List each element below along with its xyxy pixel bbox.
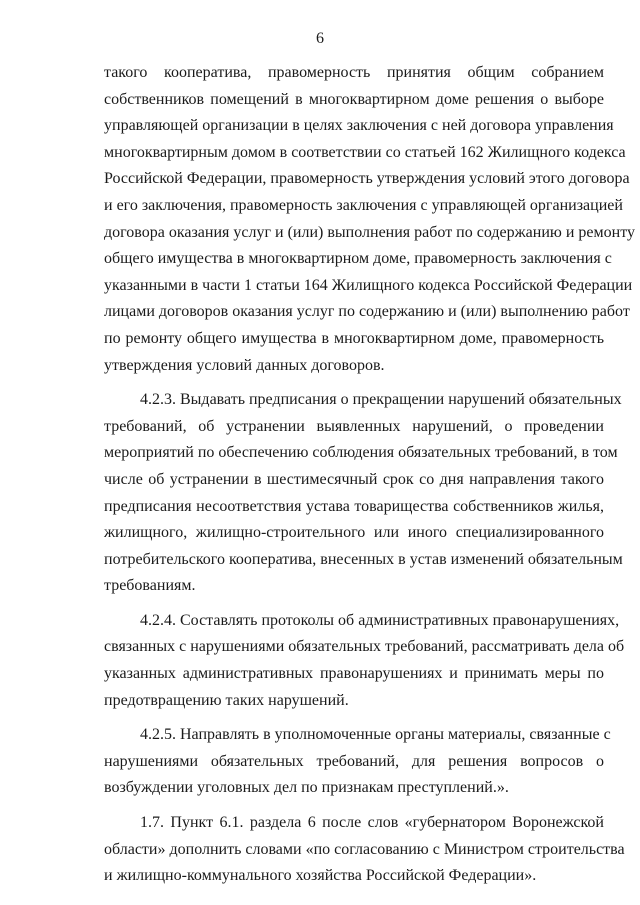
paragraph-gap [104,714,604,722]
text-line: возбуждении уголовных дел по признакам преступлений.». [104,779,509,797]
text-line: нарушениями обязательных требований, для решения вопросов о [104,752,604,770]
text-line: такого кооператива, правомерность принятия общим собранием [104,64,604,81]
text-line: требований, об устранении выявленных нарушений, о проведении [104,417,604,435]
text-line: области» дополнить словами «по согласованию с Министром строительства [104,840,625,858]
text-line: договора оказания услуг и (или) выполнения работ по содержанию и ремонту [104,223,635,241]
text-line: по ремонту общего имущества в многоквартирном доме, правомерность [104,329,604,347]
paragraph-gap [104,379,604,387]
text-line: требованиям. [104,577,196,595]
paragraph-4-2-5 [104,722,611,802]
paragraph-gap [104,600,604,608]
text-line: связанных с нарушениями обязательных требований, рассматривать дела об [104,638,625,656]
text-line: 4.2.3. Выдавать предписания о прекращении нарушений обязательных [140,391,622,409]
paragraph-4-2-4 [104,608,625,714]
text-line: потребительского кооператива, внесенных в устав изменений обязательным [104,550,623,568]
text-line: и жилищно-коммунального хозяйства Российской Федерации». [104,867,537,885]
text-line: жилищного, жилищно-строительного или иного специализированного [104,524,604,542]
text-line: предписания несоответствия устава товарищества собственников жилья, [104,497,604,515]
text-line: числе об устранении в шестимесячный срок со дня направления такого [104,470,604,488]
paragraph-4-2-3 [104,387,623,600]
text-line: 4.2.5. Направлять в уполномоченные органы материалы, связанные с [140,726,611,744]
text-line: Российской Федерации, правомерность утверждения условий этого договора [104,170,630,188]
paragraph-gap [104,802,604,810]
page-number: 6 [316,30,324,47]
paragraph-1-7 [104,810,625,890]
text-line: утверждения условий данных договоров. [104,356,385,374]
text-line: управляющей организации в целях заключения с ней договора управления [104,117,614,135]
document-body [104,60,635,890]
text-line: указанных административных правонарушениях и принимать меры по [104,665,604,683]
text-line: и его заключения, правомерность заключения с управляющей организацией [104,196,623,214]
text-line: 4.2.4. Составлять протоколы об административных правонарушениях, [140,611,620,629]
text-line: указанными в части 1 статьи 164 Жилищного кодекса Российской Федерации [104,276,633,294]
text-line: общего имущества в многоквартирном доме, правомерность заключения с [104,250,612,268]
text-line: лицами договоров оказания услуг по содержанию и (или) выполнению работ [104,303,630,321]
paragraph-continuation [104,60,635,379]
text-line: 1.7. Пункт 6.1. раздела 6 после слов «губернатором Воронежской [140,814,604,832]
text-line: многоквартирным домом в соответствии со статьей 162 Жилищного кодекса [104,143,626,161]
text-line: мероприятий по обеспечению соблюдения обязательных требований, в том [104,444,618,462]
text-line: собственников помещений в многоквартирном доме решения о выборе [104,90,604,108]
text-line: предотвращению таких нарушений. [104,691,349,709]
